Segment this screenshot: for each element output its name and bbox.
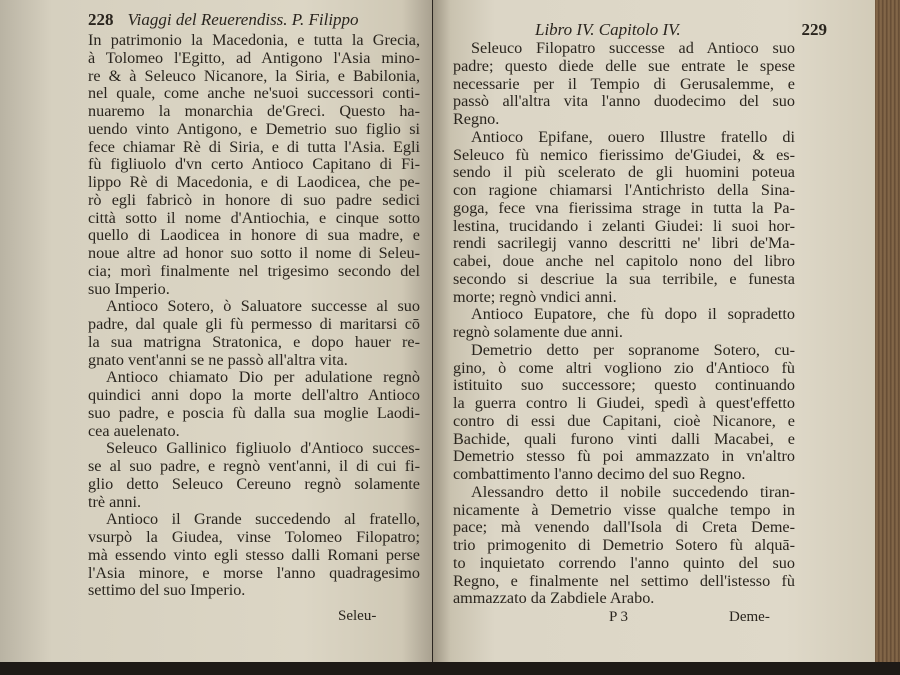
right-page [433, 0, 875, 668]
text-line: Demetrio stesso fù poi ammazzato in vn'altro [453, 447, 795, 466]
text-line: rendi sacrilegij vanno descritti ne' libri de'Ma- [453, 234, 795, 253]
text-line: l'Asia minore, e morse l'anno quadragesimo [88, 563, 420, 582]
text-line: Antioco Sotero, ò Saluatore successe al suo [106, 297, 420, 316]
text-line: goga, fece vna fierissima strage in tutta la Pa- [453, 198, 795, 217]
text-line: istituito suo successore; questo continuando [453, 376, 795, 395]
text-line: nicamente à Demetrio visse qualche tempo in [453, 500, 795, 519]
text-line: Regno. [453, 110, 500, 128]
text-line: trio primogenito di Demetrio Sotero fù alquā- [453, 536, 795, 554]
running-header [88, 10, 359, 30]
text-line: à Tolomeo l'Egitto, ad Antigono l'Asia mino- [88, 48, 420, 67]
left-page [0, 0, 432, 668]
book-page-edges [875, 0, 900, 675]
text-line: uendo vinto Antigono, e Demetrio suo figlio si [88, 119, 420, 138]
table-surface [0, 662, 900, 675]
text-line: noue altre ad honor suo sotto il nome di Seleu- [88, 244, 420, 262]
text-line: glio detto Seleuco Cereuno regnò solamente [88, 474, 420, 493]
text-line: settimo del suo Imperio. [88, 581, 246, 600]
catchword: Seleu- [338, 608, 377, 624]
text-line: cia; morì finalmente nel trigesimo secondo del [88, 261, 420, 280]
text-line: Seleuco Gallinico figliuolo d'Antioco succes- [106, 439, 420, 458]
running-head-title: Viaggi del Reuerendiss. P. Filippo [127, 10, 359, 29]
text-line: gnato vent'anni se ne passò all'altra vita. [88, 350, 348, 369]
text-line: mà essendo vinto egli stesso dalli Romani perse [88, 545, 420, 564]
body-text [453, 40, 795, 608]
text-line: Antioco Epifane, ouero Illustre fratello di [471, 127, 795, 146]
text-line: secondo si descriue la sua terribile, e funesta [453, 269, 795, 288]
text-line: fece chiamar Rè di Siria, e di tutta l'Asia. Egli [88, 137, 420, 156]
text-line: contro di essi due Capitani, cioè Nicanore, e [453, 411, 795, 430]
text-line: la guerra contro li Giudei, spedì à quest'effetto [453, 394, 795, 412]
text-line: Seleuco Filopatro successe ad Antioco suo [471, 39, 795, 57]
text-line: quello di Laodicea in honore di sua madre, e [88, 226, 420, 245]
text-line: sendo il più scelerato de gli huomini poteua [453, 163, 795, 182]
page-number: 229 [801, 20, 827, 39]
text-line: combattimento l'anno decimo del suo Regno. [453, 465, 746, 483]
text-line: con ragione chiamarsi l'Antichristo della Sina- [453, 181, 795, 199]
text-line: padre, dal quale gli fù permesso di maritarsi cō [88, 315, 420, 333]
text-line: padre; questo diede delle sue entrate le spese [453, 56, 795, 75]
text-line: Demetrio detto per sopranome Sotero, cu- [471, 340, 795, 359]
text-line: Antioco il Grande succedendo al fratello, [106, 510, 420, 529]
text-line: necessarie per il Tempio di Gerusalemme, e [453, 74, 795, 93]
text-line: morte; regnò vndici anni. [453, 287, 617, 306]
text-line: to inquietato correndo l'anno quinto del suo [453, 553, 795, 572]
text-line: passò all'altra vita l'anno duodecimo del suo [453, 92, 795, 111]
text-line: se al suo padre, e regnò vent'anni, il di cui fi- [88, 457, 420, 475]
text-line: Alessandro detto il nobile succedendo tiran- [471, 482, 795, 501]
text-line: cabei, doue anche nel capitolo nono del libro [453, 252, 795, 270]
text-line: città sotto il nome d'Antiochia, e cinque sotto [88, 208, 420, 227]
text-line: quindici anni dopo la morte dell'altro Antioco [88, 386, 420, 404]
text-line: Antioco Eupatore, che fù dopo il sopradetto [471, 305, 795, 324]
text-line: pace; mà venendo dall'Isola di Creta Deme- [453, 518, 795, 537]
text-line: re & à Seleuco Nicanore, la Siria, e Babilonia, [88, 66, 420, 85]
text-line: Antioco chiamato Dio per adulatione regnò [106, 368, 420, 387]
catchword: Deme- [729, 609, 770, 625]
text-line: rò egli fabricò in honore di suo padre sedici [88, 190, 420, 209]
text-line: nuaremo la monarchia de'Greci. Questo ha- [88, 102, 420, 120]
body-text [88, 32, 420, 600]
text-line: lippo Rè di Macedonia, e di Laodicea, che pe- [88, 173, 420, 191]
running-head-title: Libro IV. Capitolo IV. [535, 20, 681, 39]
signature-mark: P 3 [609, 609, 629, 625]
text-line: In patrimonio la Macedonia, e tutta la Grecia, [88, 31, 420, 49]
text-line: suo Imperio. [88, 279, 170, 298]
text-line: la sua matrigna Stratonica, e dopo hauer re- [88, 332, 420, 351]
text-line: fù figliuolo d'vn certo Antioco Capitano di Fi- [88, 155, 420, 174]
text-line: regnò solamente due anni. [453, 323, 623, 341]
text-line: trè anni. [88, 492, 142, 511]
text-line: Bachide, quali furono vinti dalli Macabei, e [453, 429, 795, 448]
page-number: 228 [88, 10, 114, 29]
text-line: Seleuco fù nemico fierissimo de'Giudei, & es- [453, 145, 795, 164]
text-line: suo padre, e poscia fù dalla sua moglie Laodi- [88, 403, 420, 422]
text-line: vsurpò la Giudea, vinse Tolomeo Filopatro; [88, 528, 420, 546]
text-line: Regno, e finalmente nel settimo dell'istesso fù [453, 571, 795, 590]
text-line: ammazzato da Zabdiele Arabo. [453, 589, 655, 608]
text-line: cea auelenato. [88, 421, 180, 440]
text-line: nel quale, come anche ne'suoi successori conti- [88, 84, 420, 103]
text-line: lestina, trucidando i zelanti Giudei: li suoi hor- [453, 216, 795, 235]
running-header [535, 20, 827, 40]
text-line: gino, ò come altri vogliono zio d'Antioco fù [453, 358, 795, 377]
